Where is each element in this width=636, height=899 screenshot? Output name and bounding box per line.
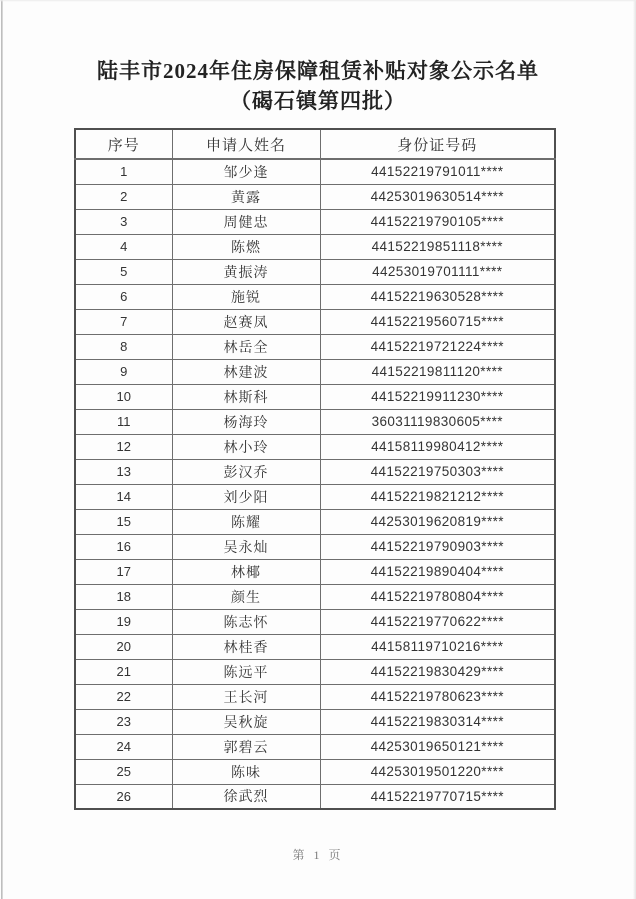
table-row — [75, 534, 555, 559]
table-row — [75, 684, 555, 709]
table-row — [75, 384, 555, 409]
id-number-cell: 44152219821212**** — [320, 484, 555, 509]
row-number-cell: 7 — [75, 309, 172, 334]
applicant-name-cell: 郭碧云 — [172, 734, 320, 759]
applicant-name-cell: 周健忠 — [172, 209, 320, 234]
table-header — [75, 129, 555, 159]
id-number-cell: 44152219911230**** — [320, 384, 555, 409]
id-number-cell: 44152219851118**** — [320, 234, 555, 259]
row-number-cell: 5 — [75, 259, 172, 284]
row-number-cell: 2 — [75, 184, 172, 209]
applicant-name-cell: 陈耀 — [172, 509, 320, 534]
table-row — [75, 659, 555, 684]
table-row — [75, 334, 555, 359]
id-number-cell: 44253019501220**** — [320, 759, 555, 784]
row-number-cell: 19 — [75, 609, 172, 634]
table-row — [75, 709, 555, 734]
row-number-cell: 24 — [75, 734, 172, 759]
applicant-name-cell: 陈志怀 — [172, 609, 320, 634]
row-number-cell: 17 — [75, 559, 172, 584]
applicant-name-cell: 徐武烈 — [172, 784, 320, 809]
id-number-cell: 44152219770715**** — [320, 784, 555, 809]
id-number-cell: 44253019650121**** — [320, 734, 555, 759]
id-number-cell: 44152219560715**** — [320, 309, 555, 334]
table-row — [75, 759, 555, 784]
row-number-cell: 8 — [75, 334, 172, 359]
applicant-name-cell: 陈味 — [172, 759, 320, 784]
id-number-cell: 44158119710216**** — [320, 634, 555, 659]
id-number-cell: 44152219791011**** — [320, 159, 555, 184]
table-row — [75, 634, 555, 659]
table-row — [75, 784, 555, 809]
row-number-cell: 20 — [75, 634, 172, 659]
applicant-name-cell: 刘少阳 — [172, 484, 320, 509]
row-number-cell: 25 — [75, 759, 172, 784]
scan-edge-left — [1, 0, 3, 899]
row-number-cell: 4 — [75, 234, 172, 259]
row-number-cell: 14 — [75, 484, 172, 509]
id-number-cell: 44152219890404**** — [320, 559, 555, 584]
row-number-cell: 13 — [75, 459, 172, 484]
applicant-name-cell: 吴秋旋 — [172, 709, 320, 734]
row-number-cell: 18 — [75, 584, 172, 609]
row-number-cell: 6 — [75, 284, 172, 309]
id-number-cell: 44152219790105**** — [320, 209, 555, 234]
table-row — [75, 284, 555, 309]
table-row — [75, 434, 555, 459]
table-row — [75, 584, 555, 609]
table-row — [75, 409, 555, 434]
id-number-cell: 44158119980412**** — [320, 434, 555, 459]
applicant-name-cell: 林椰 — [172, 559, 320, 584]
id-number-cell: 44253019630514**** — [320, 184, 555, 209]
id-number-cell: 44152219830429**** — [320, 659, 555, 684]
applicant-name-cell: 施锐 — [172, 284, 320, 309]
applicant-name-cell: 赵赛凤 — [172, 309, 320, 334]
id-number-cell: 44253019701111**** — [320, 259, 555, 284]
table-row — [75, 734, 555, 759]
table-row — [75, 359, 555, 384]
table-row — [75, 559, 555, 584]
row-number-cell: 12 — [75, 434, 172, 459]
id-number-cell: 44152219780804**** — [320, 584, 555, 609]
applicant-name-cell: 林小玲 — [172, 434, 320, 459]
table-row — [75, 309, 555, 334]
page-number: 第 1 页 — [292, 848, 344, 862]
applicant-name-cell: 彭汉乔 — [172, 459, 320, 484]
id-number-cell: 44152219780623**** — [320, 684, 555, 709]
applicant-name-cell: 陈远平 — [172, 659, 320, 684]
table-body — [75, 159, 555, 809]
row-number-cell: 22 — [75, 684, 172, 709]
column-header-number: 序号 — [75, 129, 172, 159]
applicant-name-cell: 黄振涛 — [172, 259, 320, 284]
row-number-cell: 16 — [75, 534, 172, 559]
id-number-cell: 44152219811120**** — [320, 359, 555, 384]
row-number-cell: 23 — [75, 709, 172, 734]
applicant-name-cell: 颜生 — [172, 584, 320, 609]
id-number-cell: 44152219630528**** — [320, 284, 555, 309]
id-number-cell: 36031119830605**** — [320, 409, 555, 434]
table-row — [75, 209, 555, 234]
row-number-cell: 15 — [75, 509, 172, 534]
id-number-cell: 44152219770622**** — [320, 609, 555, 634]
row-number-cell: 26 — [75, 784, 172, 809]
id-number-cell: 44152219790903**** — [320, 534, 555, 559]
applicant-name-cell: 邹少逢 — [172, 159, 320, 184]
table-row — [75, 459, 555, 484]
id-number-cell: 44152219830314**** — [320, 709, 555, 734]
row-number-cell: 10 — [75, 384, 172, 409]
applicant-name-cell: 林岳全 — [172, 334, 320, 359]
id-number-cell: 44253019620819**** — [320, 509, 555, 534]
document-title-line1: 陆丰市2024年住房保障租赁补贴对象公示名单 — [97, 59, 539, 83]
applicant-name-cell: 林建波 — [172, 359, 320, 384]
table-row — [75, 609, 555, 634]
applicant-name-cell: 吴永灿 — [172, 534, 320, 559]
applicant-name-cell: 杨海玲 — [172, 409, 320, 434]
recipients-table — [74, 128, 556, 810]
document-title-line2: （碣石镇第四批） — [230, 89, 406, 113]
applicant-name-cell: 黄露 — [172, 184, 320, 209]
applicant-name-cell: 林桂香 — [172, 634, 320, 659]
id-number-cell: 44152219721224**** — [320, 334, 555, 359]
table-row — [75, 234, 555, 259]
table-row — [75, 184, 555, 209]
applicant-name-cell: 陈燃 — [172, 234, 320, 259]
row-number-cell: 3 — [75, 209, 172, 234]
table-row — [75, 159, 555, 184]
applicant-name-cell: 林斯科 — [172, 384, 320, 409]
table-row — [75, 509, 555, 534]
applicant-name-cell: 王长河 — [172, 684, 320, 709]
scan-edge-top — [0, 0, 636, 2]
id-number-cell: 44152219750303**** — [320, 459, 555, 484]
column-header-name: 申请人姓名 — [172, 129, 320, 159]
column-header-id: 身份证号码 — [320, 129, 555, 159]
row-number-cell: 11 — [75, 409, 172, 434]
table-row — [75, 259, 555, 284]
table-row — [75, 484, 555, 509]
row-number-cell: 9 — [75, 359, 172, 384]
row-number-cell: 1 — [75, 159, 172, 184]
row-number-cell: 21 — [75, 659, 172, 684]
document-title — [0, 56, 636, 116]
